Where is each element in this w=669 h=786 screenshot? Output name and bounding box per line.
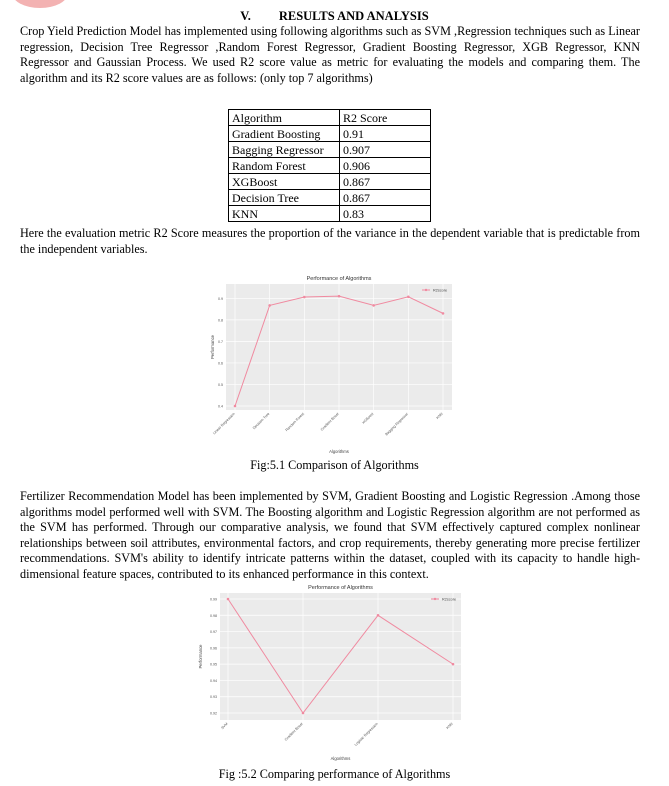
cell-score: 0.83 <box>340 206 431 222</box>
chart-title: Performance of Algorithms <box>306 276 372 282</box>
y-tick-label: 0.93 <box>210 695 217 700</box>
y-tick-label: 0.95 <box>210 662 217 667</box>
x-tick-label: KNN <box>435 411 444 421</box>
data-point <box>377 614 380 617</box>
data-point <box>407 296 410 299</box>
y-tick-label: 0.97 <box>210 630 217 635</box>
data-point <box>268 304 271 307</box>
legend-marker <box>425 289 427 291</box>
data-point <box>302 712 305 715</box>
y-tick-label: 0.4 <box>218 404 223 409</box>
x-tick-label: XGBoost <box>361 411 375 425</box>
cell-score: 0.867 <box>340 174 431 190</box>
x-tick-label: KNN <box>445 721 454 731</box>
data-point <box>303 296 306 299</box>
cell-algorithm: Decision Tree <box>229 190 340 206</box>
table-row <box>229 206 431 222</box>
x-tick-label: Logistic Regression <box>353 721 379 747</box>
metric-paragraph: Here the evaluation metric R2 Score measures the proportion of the variance in the dependent variable that is predictable from the independent variables. <box>20 226 640 256</box>
chart-title: Performance of Algorithms <box>308 585 373 591</box>
cell-algorithm: Gradient Boosting <box>229 126 340 142</box>
x-tick-label: Gradient Boost <box>319 411 340 432</box>
legend-label: R2score <box>433 288 448 293</box>
x-tick-label: SVM <box>220 721 229 731</box>
section-number: V. <box>240 9 251 23</box>
y-tick-label: 0.92 <box>210 711 217 716</box>
x-axis-label: Algorithms <box>329 449 349 454</box>
data-point <box>452 663 455 666</box>
cell-score: 0.907 <box>340 142 431 158</box>
y-tick-label: 0.6 <box>218 361 223 366</box>
header-r2-score: R2 Score <box>340 110 431 126</box>
intro-paragraph: Crop Yield Prediction Model has implemented using following algorithms such as SVM ,Regression techniques such as Linear regression, Decision Tree Regressor ,Random Forest Regressor, Gradient Boosting Regressor, XGB Regressor, KNN Regressor and Gaussian Process. We used R2 score value as metric for evaluating the models and comparing them. The algorithm and its R2 score values are as follows: (only top 7 algorithms) <box>20 24 640 85</box>
plot-area <box>220 593 461 720</box>
table-row <box>229 142 431 158</box>
table-row <box>229 158 431 174</box>
cell-score: 0.91 <box>340 126 431 142</box>
y-tick-label: 0.9 <box>218 296 223 301</box>
y-tick-label: 0.96 <box>210 646 217 651</box>
decorative-blob <box>12 0 68 8</box>
y-tick-label: 0.8 <box>218 318 223 323</box>
header-algorithm: Algorithm <box>229 110 340 126</box>
y-tick-label: 0.94 <box>210 678 217 683</box>
cell-algorithm: XGBoost <box>229 174 340 190</box>
cell-algorithm: KNN <box>229 206 340 222</box>
table-row <box>229 190 431 206</box>
y-tick-label: 0.5 <box>218 382 223 387</box>
y-tick-label: 0.99 <box>210 597 217 602</box>
data-point <box>234 405 237 408</box>
x-tick-label: Decision Tree <box>252 411 271 431</box>
fertilizer-performance-chart <box>193 579 469 764</box>
legend-marker <box>434 598 436 600</box>
data-point <box>442 312 445 315</box>
x-tick-label: Gradient Boost <box>283 721 304 742</box>
cell-algorithm: Bagging Regressor <box>229 142 340 158</box>
cell-algorithm: Random Forest <box>229 158 340 174</box>
cell-score: 0.867 <box>340 190 431 206</box>
y-tick-label: 0.7 <box>218 339 223 344</box>
x-tick-label: Bagging Regressor <box>384 411 410 437</box>
y-tick-label: 0.98 <box>210 613 217 618</box>
r2-score-table <box>228 109 431 222</box>
legend-label: R2score <box>442 597 457 602</box>
x-tick-label: Random Forest <box>284 411 306 433</box>
x-axis-label: Algorithms <box>330 756 351 761</box>
cell-score: 0.906 <box>340 158 431 174</box>
data-point <box>372 304 375 307</box>
section-title: RESULTS AND ANALYSIS <box>278 9 429 23</box>
table-row <box>229 174 431 190</box>
data-point <box>227 598 230 601</box>
figure-caption-5-2: Fig :5.2 Comparing performance of Algorithms <box>218 767 451 781</box>
table-row <box>229 126 431 142</box>
x-tick-label: Linear Regression <box>212 411 236 436</box>
section-heading <box>0 9 669 24</box>
data-point <box>338 295 341 298</box>
y-axis-label: Performance <box>198 644 203 669</box>
table-header-row <box>229 110 431 126</box>
fertilizer-paragraph: Fertilizer Recommendation Model has been implemented by SVM, Gradient Boosting and Logistic Regression .Among those algorithms model performed well with SVM. The Boosting algorithm and Logistic Regression algorithm are not performed as the SVM has performed. Through our comparative analysis, we found that SVM effectively captured complex nonlinear relationships between soil attributes, environmental factors, and crop requirements, thereby generating more precise fertilizer recommendations. SVM's ability to identify intricate patterns within the dataset, coupled with its capacity to handle high-dimensional feature spaces, contributed to its enhanced performance in this context. <box>20 489 640 581</box>
figure-caption-5-1: Fig:5.1 Comparison of Algorithms <box>250 458 419 472</box>
crop-yield-performance-chart <box>206 270 462 456</box>
y-axis-label: Performance <box>210 335 215 359</box>
